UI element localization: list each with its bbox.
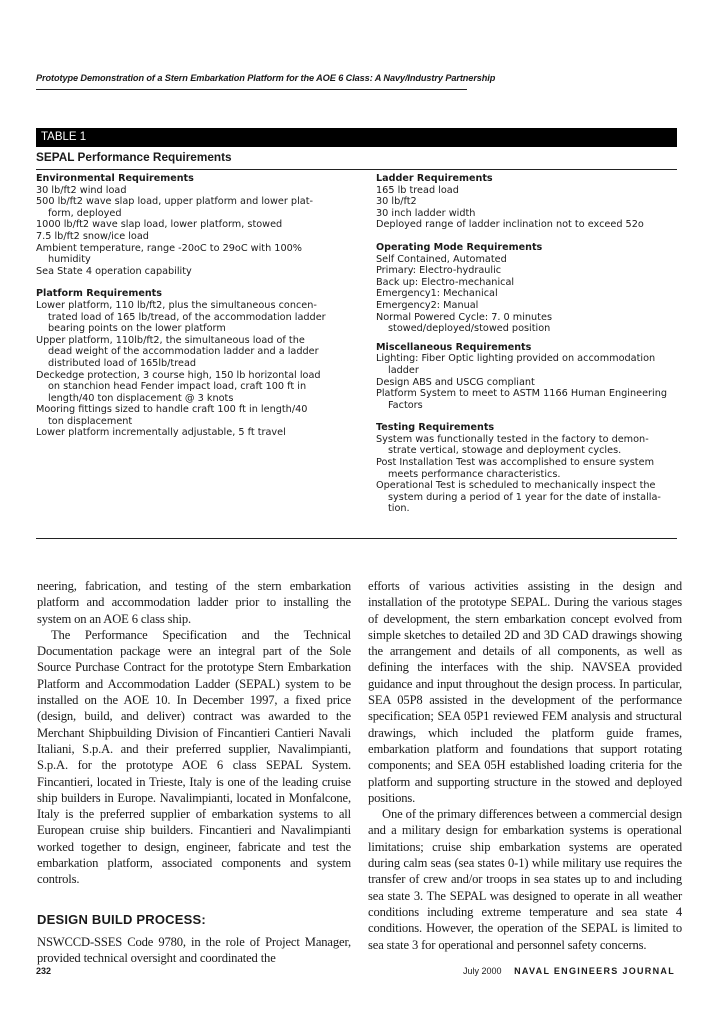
table-item: Emergency2: Manual xyxy=(376,299,479,311)
table-section-heading: Testing Requirements xyxy=(376,422,495,434)
body-column-left xyxy=(37,578,351,967)
issue-date: July 2000 xyxy=(463,966,502,976)
running-head-rule xyxy=(36,89,467,90)
table-section-heading: Operating Mode Requirements xyxy=(376,241,543,253)
journal-name: NAVAL ENGINEERS JOURNAL xyxy=(514,966,675,976)
table-right-column xyxy=(376,173,676,515)
table-label: TABLE 1 xyxy=(41,131,87,143)
table-top-rule xyxy=(36,169,677,170)
table-bottom-rule xyxy=(36,538,677,539)
table-item: Post Installation Test was accomplished to ensure system meets performance characteristics. xyxy=(376,457,655,480)
table-item: Self Contained, Automated xyxy=(376,253,507,265)
section-heading: DESIGN BUILD PROCESS: xyxy=(37,911,206,927)
table-item: 30 lb/ft2 xyxy=(376,196,417,208)
paragraph: efforts of various activities assisting in the design and installation of the prototype SEPAL. During the various stages of development, the stern embarkation concept evolved from simple sketches to detailed 2D and 3D CAD drawings showing the arrangement and details of all components, as well as defining the interfaces with the ship. NAVSEA provided guidance and input throughout the design process. In particular, SEA 05P8 assisted in the development of the performance specification; SEA 05P1 reviewed FEM analysis and structural drawings, which included the platform guide frames, embarkation platform and foundations that support rotating components; and SEA 05H established loading criteria for the platform and supporting structure in the stowed and deployed positions. xyxy=(368,579,682,805)
paragraph: neering, fabrication, and testing of the stern embarkation platform and accommodation ladder prior to installing the system on an AOE 6 class ship. xyxy=(37,579,351,626)
table-item: Normal Powered Cycle: 7. 0 minutes stowed/deployed/stowed position xyxy=(376,311,552,335)
table-item: Design ABS and USCG compliant xyxy=(376,376,535,388)
body-column-right xyxy=(368,578,682,953)
table-item: Ambient temperature, range -20oC to 29oC with 100% humidity xyxy=(36,242,303,266)
paragraph: The Performance Specification and the Technical Documentation package were an integral part of the Sole Source Purchase Contract for the prototype Stern Embarkation Platform and Accommodation Ladder (SEPAL) system to be installed on the AOE 10. In December 1997, a fixed price (design, build, and deliver) contract was awarded to the Merchant Shipbuilding Division of Fincantieri Cantieri Navali Italiani, S.p.A. and their preferred supplier, Navalimpianti, S.p.A. for the prototype AOE 6 class SEPAL System. Fincantieri, located in Trieste, Italy is one of the leading cruise ship builders in Europe. Navalimpianti, located in Monfalcone, Italy is the preferred supplier of embarkation systems to all European cruise ship builders. Fincantieri and Navalimpianti worked together to design, engineer, fabricate and test the embarkation platform, associated components and system controls. xyxy=(37,627,351,887)
table-item: Platform System to meet to ASTM 1166 Human Engineering Factors xyxy=(376,388,667,411)
table-item: Emergency1: Mechanical xyxy=(376,288,498,300)
table-title: SEPAL Performance Requirements xyxy=(36,150,232,164)
table-section-heading: Platform Requirements xyxy=(36,288,162,300)
page-number: 232 xyxy=(36,966,52,976)
table-item: 7.5 lb/ft2 snow/ice load xyxy=(36,230,149,242)
table-item: Mooring fittings sized to handle craft 100 ft in length/40 ton displacement xyxy=(36,404,308,427)
table-section-heading: Miscellaneous Requirements xyxy=(376,341,532,353)
table-item: Sea State 4 operation capability xyxy=(36,265,192,277)
table-item: 30 lb/ft2 wind load xyxy=(36,184,127,196)
paragraph: NSWCCD-SSES Code 9780, in the role of Project Manager, provided technical oversight and coordinated the xyxy=(37,934,351,966)
table-item: 500 lb/ft2 wave slap load, upper platform and lower plat- form, deployed xyxy=(36,196,313,219)
footer-journal-info xyxy=(463,966,675,976)
table-item: System was functionally tested in the factory to demon- strate vertical, stowage and deployment cycles. xyxy=(376,433,649,457)
table-item: Lower platform incrementally adjustable, 5 ft travel xyxy=(36,427,286,439)
table-item: Lower platform, 110 lb/ft2, plus the simultaneous concen- trated load of 165 lb/tread, of the accommodation ladder bearing points on the lower platform xyxy=(36,299,326,335)
table-item: 165 lb tread load xyxy=(376,184,459,196)
table-item: Deployed range of ladder inclination not to exceed 52o xyxy=(376,219,644,231)
running-head: Prototype Demonstration of a Stern Embarkation Platform for the AOE 6 Class: A Navy/Industry Partnership xyxy=(36,73,496,83)
paragraph: One of the primary differences between a commercial design and a military design for embarkation systems is operational limitations; cruise ship embarkation systems are operated during calm seas (sea states 0-1) while military use requires the transfer of crew and/or troops in sea states up to and including sea state 3. The SEPAL was designed to operate in all weather conditions including extreme temperature and sea state 4 conditions. However, the operation of the SEPAL is limited to sea state 3 for operational and personnel safety concerns. xyxy=(368,807,682,952)
table-item: 1000 lb/ft2 wave slap load, lower platform, stowed xyxy=(36,219,283,231)
table-item: Operational Test is scheduled to mechanically inspect the system during a period of 1 year for the date of installa- tion. xyxy=(376,480,661,515)
table-item: Lighting: Fiber Optic lighting provided on accommodation ladder xyxy=(376,353,656,376)
table-section-heading: Environmental Requirements xyxy=(36,173,194,184)
table-item: Primary: Electro-hydraulic xyxy=(376,265,502,277)
table-item: Upper platform, 110lb/ft2, the simultaneous load of the dead weight of the accommodation ladder and a ladder distributed load of 165lb/tread xyxy=(36,334,319,369)
table-item: Back up: Electro-mechanical xyxy=(376,276,515,288)
table-item: 30 inch ladder width xyxy=(376,207,476,219)
table-label-bar xyxy=(36,128,677,147)
table-section-heading: Ladder Requirements xyxy=(376,173,493,184)
table-left-column xyxy=(36,173,361,439)
table-item: Deckedge protection, 3 course high, 150 lb horizontal load on stanchion head Fender impact load, craft 100 ft in length/40 ton displacement @ 3 knots xyxy=(36,369,321,404)
